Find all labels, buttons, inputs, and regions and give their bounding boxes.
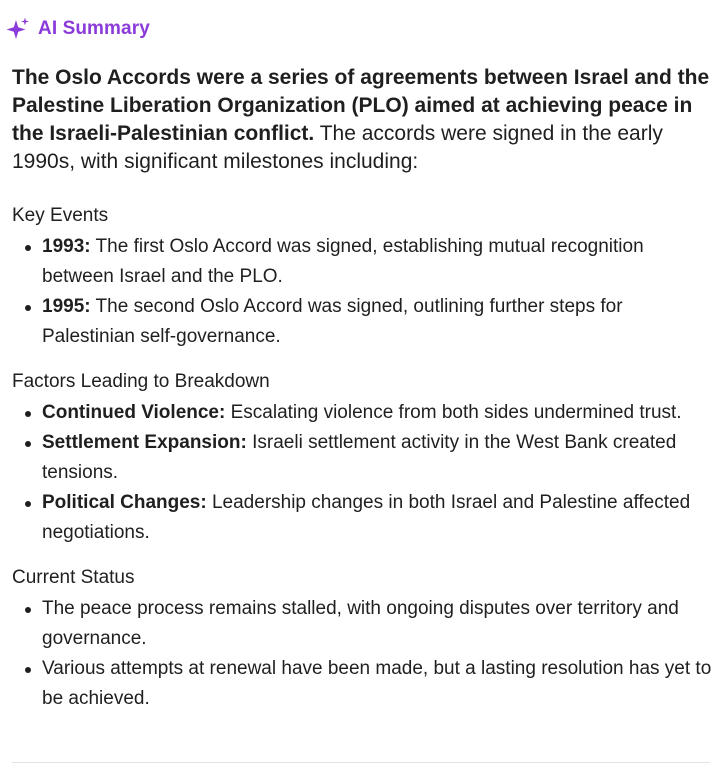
item-text: The peace process remains stalled, with ongoing disputes over territory and governance. <box>42 598 679 649</box>
ai-summary-panel <box>12 14 712 714</box>
section-heading-current-status: Current Status <box>12 567 135 588</box>
item-label: Continued Violence: <box>42 402 226 423</box>
bullet-icon <box>25 411 31 417</box>
item-label: 1993: <box>42 236 91 257</box>
list-item <box>12 232 712 292</box>
item-text: The first Oslo Accord was signed, establishing mutual recognition between Israel and the PLO. <box>42 236 644 287</box>
lead-text: The accords were signed in the early 1990s, with significant milestones including: <box>12 122 663 173</box>
section-heading-key-events: Key Events <box>12 205 109 226</box>
summary-title: AI Summary <box>38 18 150 39</box>
item-text: Escalating violence from both sides undermined trust. <box>225 402 682 423</box>
list-item <box>12 654 712 714</box>
bullet-icon <box>25 607 31 613</box>
item-label: Political Changes: <box>42 492 207 513</box>
item-label: Settlement Expansion: <box>42 432 247 453</box>
current-status-list <box>12 594 712 714</box>
item-text: Israeli settlement activity in the West Bank created tensions. <box>42 432 677 483</box>
list-item <box>12 398 712 428</box>
divider <box>12 762 710 763</box>
bullet-icon <box>25 501 31 507</box>
key-events-list <box>12 232 712 352</box>
lead-bold-text: The Oslo Accords were a series of agreements between Israel and the Palestine Liberation Organization (PLO) aimed at achieving peace in the Israeli-Palestinian conflict. <box>12 66 710 145</box>
item-text: Various attempts at renewal have been made, but a lasting resolution has yet to be achieved. <box>42 658 712 709</box>
summary-header <box>6 14 712 44</box>
list-item <box>12 292 712 352</box>
item-label: 1995: <box>42 296 91 317</box>
list-item <box>12 488 712 548</box>
list-item <box>12 594 712 654</box>
bullet-icon <box>25 667 31 673</box>
breakdown-factors-list <box>12 398 712 548</box>
list-item <box>12 428 712 488</box>
lead-paragraph <box>12 64 712 176</box>
sparkle-icon <box>6 17 30 41</box>
bullet-icon <box>25 305 31 311</box>
item-text: Leadership changes in both Israel and Palestine affected negotiations. <box>42 492 691 543</box>
section-heading-breakdown-factors: Factors Leading to Breakdown <box>12 371 270 392</box>
bullet-icon <box>25 441 31 447</box>
item-text: The second Oslo Accord was signed, outlining further steps for Palestinian self-governance. <box>42 296 623 347</box>
bullet-icon <box>25 245 31 251</box>
